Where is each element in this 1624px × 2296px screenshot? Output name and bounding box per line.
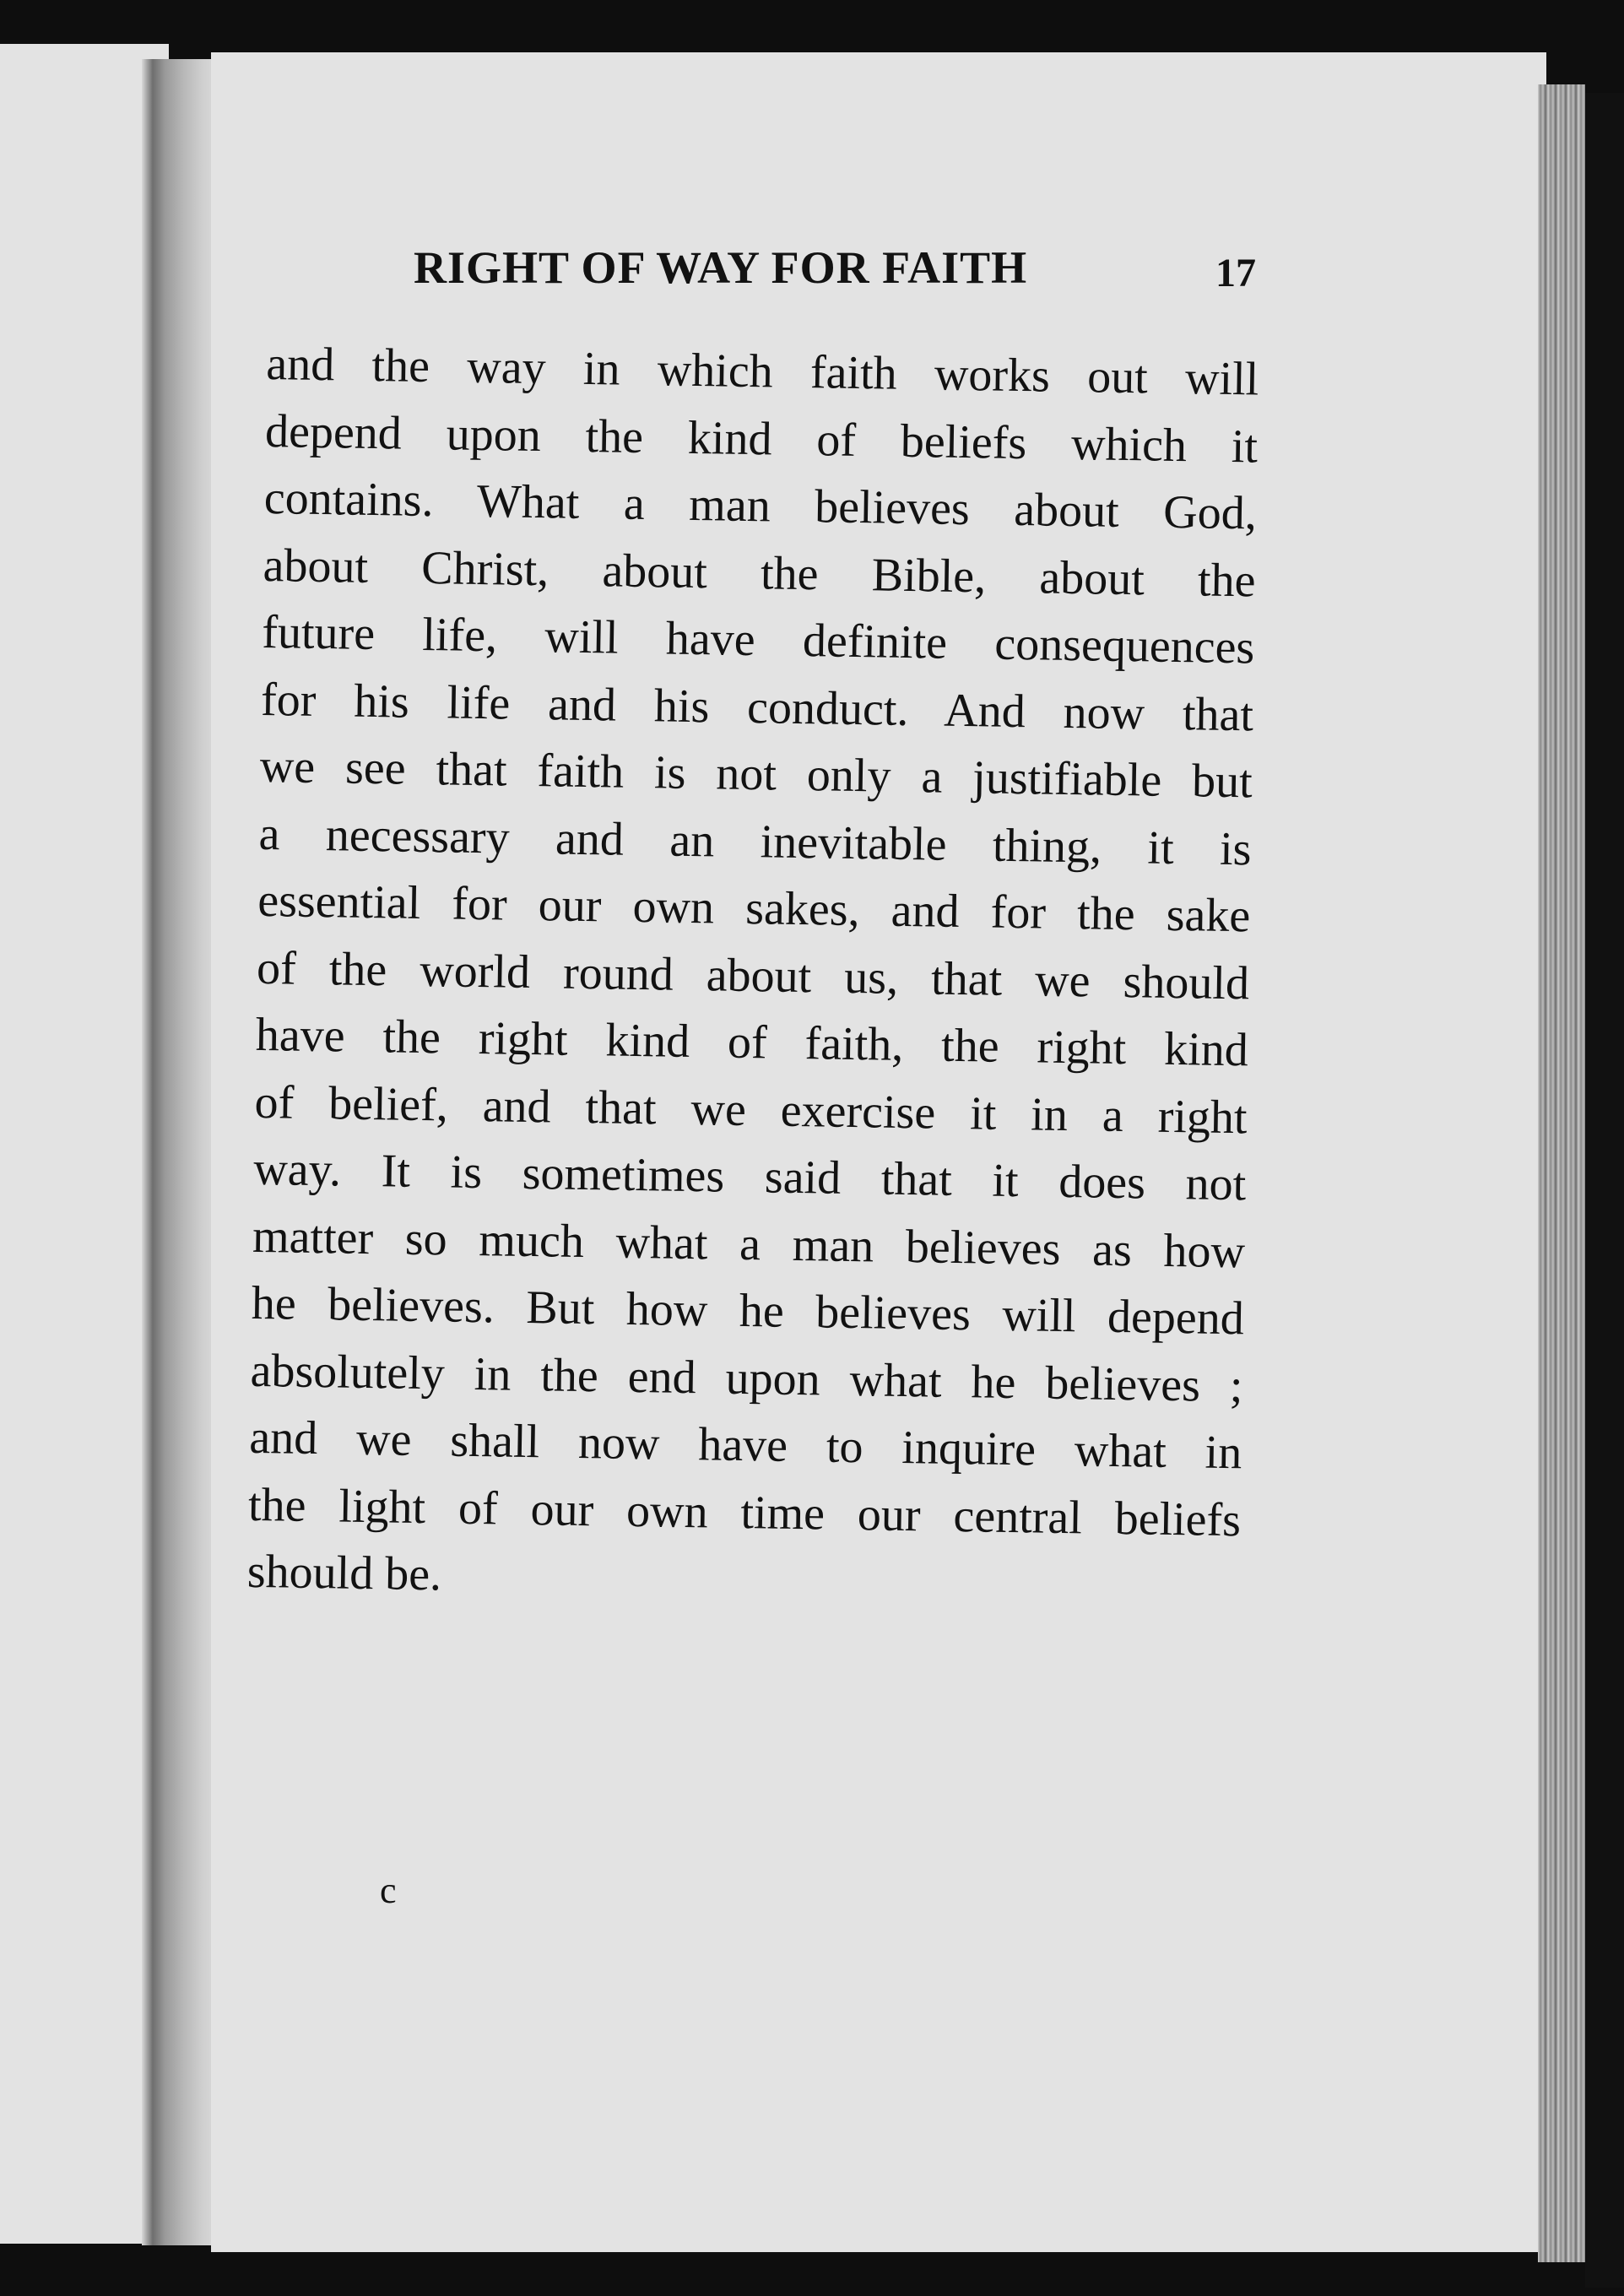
text-line: for his life and his conduct. And now that [260,673,1254,741]
text-line: depend upon the kind of beliefs which it [264,404,1259,473]
text-line: he believes. But how he believes will depend [251,1276,1245,1346]
text-line-last: should be. [246,1545,442,1601]
text-line: have the right kind of faith, the right kind [255,1008,1249,1077]
page-edges [1538,84,1585,2262]
body-text [246,331,1259,1622]
text-line: essential for our own sakes, and for the sake [257,874,1251,943]
text-line: matter so much what a man believes as how [252,1210,1246,1278]
running-head: RIGHT OF WAY FOR FAITH [414,242,1028,293]
text-line: of belief, and that we exercise it in a right [254,1075,1248,1144]
signature-mark: c [380,1870,397,1911]
text-line: and we shall now have to inquire what in [248,1411,1242,1480]
binding-gutter [142,59,219,2245]
page-number: 17 [1215,251,1256,295]
text-line: we see that faith is not only a justifiable but [259,739,1253,809]
text-line: of the world round about us, that we should [256,941,1250,1010]
text-line: absolutely in the end upon what he believes ; [250,1344,1243,1412]
text-line: and the way in which faith works out will [265,337,1259,406]
text-line: way. It is sometimes said that it does not [252,1142,1247,1211]
text-line: a necessary and an inevitable thing, it is [258,807,1252,875]
text-line: contains. What a man believes about God, [263,471,1258,540]
text-line: about Christ, about the Bible, about the [263,539,1256,607]
text-line: future life, will have definite consequences [261,605,1255,674]
text-line: the light of our own time our central beliefs [247,1478,1242,1546]
scan-border [1585,93,1624,2288]
